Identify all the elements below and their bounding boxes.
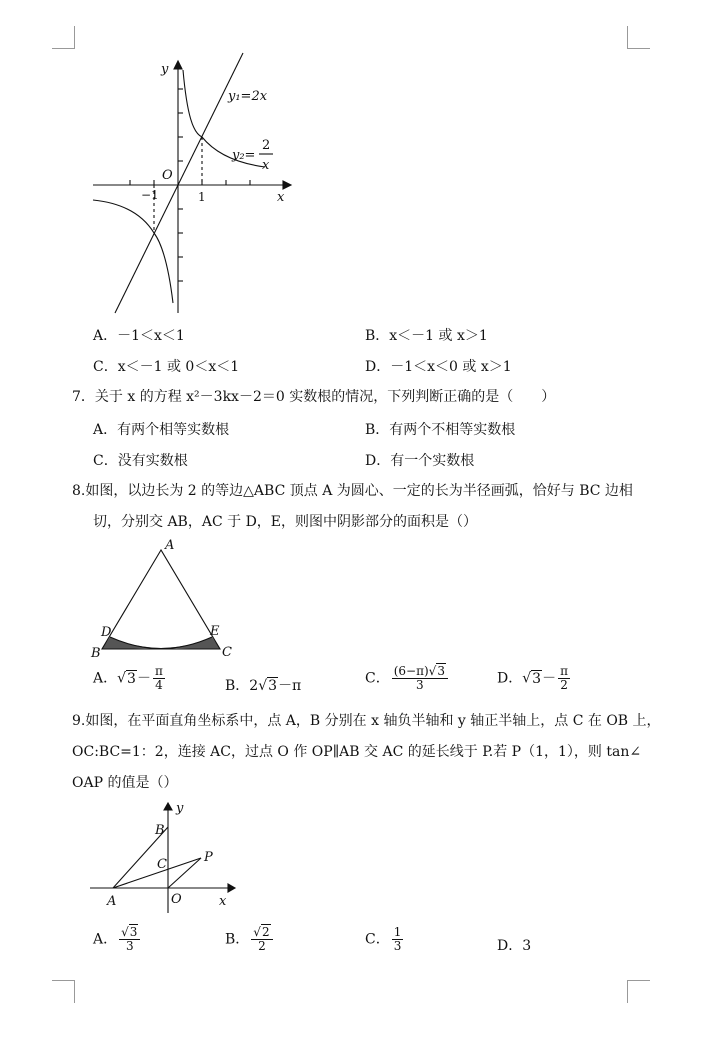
line-y1 (115, 53, 243, 313)
q8-c-den: 3 (416, 678, 424, 692)
label-b: B (91, 646, 101, 660)
q9-option-c[interactable] (365, 926, 405, 953)
q7-option-c[interactable]: C．没有实数根 (93, 453, 188, 469)
q8-c-num-pre: (6−π) (393, 664, 429, 678)
q9-option-a[interactable] (93, 926, 142, 953)
q8-d-label: D． (497, 670, 523, 687)
q8-a-num: π (154, 664, 163, 678)
q9-c-label: C． (365, 931, 390, 948)
tick-label-1: 1 (198, 190, 206, 204)
corner-mark-bottom-right (627, 980, 650, 1003)
q9-y-axis-arrow (164, 803, 172, 810)
q8-a-root: 3 (127, 670, 136, 687)
x-axis-label: x (277, 190, 285, 205)
q8-d-minus: － (542, 670, 557, 687)
q7-stem: 7．关于 x 的方程 x²－3kx－2＝0 实数根的情况，下列判断正确的是（ ） (72, 389, 556, 405)
q8-c-num: (6−π)√3 (392, 665, 448, 679)
q8-option-d[interactable]: D．√3－ $\frac{\pi}{2}$ (497, 664, 568, 692)
y-axis-arrow (174, 61, 182, 69)
label-e: E (210, 624, 220, 639)
q8-stem-line2: 切，分别交 AB，AC 于 D，E，则图中阴影部分的面积是（） (93, 514, 478, 530)
q9-c-den: 3 (393, 939, 402, 953)
q8-b-coef: 2 (249, 678, 259, 694)
q9-stem-line3: OAP 的值是（） (72, 775, 178, 791)
q8-a-den: 4 (155, 678, 163, 692)
q9-b-num: √2 (251, 926, 272, 940)
q9-label-c: C (157, 857, 167, 872)
y2-equation-prefix: y₂= (232, 148, 256, 163)
q9-stem-line2: OC:BC=1：2，连接 AC，过点 O 作 OP∥AB 交 AC 的延长线于 P.若 P（1，1），则 tan∠ (72, 744, 642, 760)
q9-b-label: B． (225, 931, 250, 948)
q6-option-c[interactable]: C．x＜－1 或 0＜x＜1 (93, 359, 240, 375)
q6-option-b[interactable]: B．x＜－1 或 x＞1 (365, 328, 488, 344)
q9-b-fraction (251, 926, 272, 953)
label-d: D (101, 625, 112, 640)
q9-option-b[interactable] (225, 926, 275, 953)
q9-label-p: P (204, 850, 213, 865)
origin-label: O (162, 168, 173, 183)
q8-b-root: 3 (268, 678, 278, 694)
y2-denominator: x (262, 158, 270, 173)
y1-equation-label: y₁=2x (228, 89, 268, 104)
q9-a-den: 3 (125, 939, 134, 953)
y-axis-label: y (161, 62, 169, 77)
q8-d-root: 3 (532, 670, 542, 687)
q8-c-fraction (392, 665, 448, 692)
q9-x-axis-arrow (228, 884, 235, 892)
q9-stem-line1: 9.如图，在平面直角坐标系中，点 A，B 分别在 x 轴负半轴和 y 轴正半轴上，点 C 在 OB 上， (72, 713, 661, 729)
q9-label-x: x (219, 894, 227, 909)
q8-a-minus: － (136, 670, 151, 687)
q9-c-fraction (392, 926, 404, 953)
q9-a-fraction (119, 926, 140, 953)
q8-a-label: A． (93, 670, 118, 687)
q9-b-root: 2 (261, 925, 270, 939)
q6-option-d[interactable]: D．－1＜x＜0 或 x＞1 (365, 359, 512, 375)
q9-label-y: y (176, 801, 184, 816)
segment-op (168, 858, 201, 888)
corner-mark-bottom-left (52, 980, 75, 1003)
q7-option-b[interactable]: B．有两个不相等实数根 (365, 422, 516, 438)
triangle-abc (102, 550, 220, 649)
q8-b-rest: －π (278, 678, 302, 694)
q7-option-d[interactable]: D．有一个实数根 (365, 453, 475, 469)
q8-option-c[interactable] (365, 665, 450, 692)
corner-mark-top-left (52, 26, 75, 49)
label-a: A (165, 538, 175, 553)
coordinate-figure (85, 798, 245, 918)
q8-a-fraction (153, 665, 165, 692)
q6-option-a[interactable]: A．－1＜x＜1 (93, 328, 185, 344)
corner-mark-top-right (627, 26, 650, 49)
q8-c-label: C． (365, 670, 390, 687)
q8-d-fraction (558, 665, 570, 692)
q9-label-o: O (171, 892, 182, 907)
function-graph-figure (85, 45, 305, 320)
q8-b-label: B． (225, 678, 250, 694)
q8-option-a[interactable]: A．√3－ $\frac{\pi}{4}$ (93, 664, 163, 692)
q8-c-num-root: 3 (437, 664, 445, 678)
q9-a-root: 3 (129, 925, 138, 939)
q8-d-den: 2 (560, 678, 568, 692)
q8-stem-line1: 8.如图，以边长为 2 的等边△ABC 顶点 A 为圆心、一定的长为半径画弧，恰好与 BC 边相 (72, 483, 633, 499)
q9-b-den: 2 (258, 939, 266, 953)
q9-label-a: A (107, 894, 117, 909)
q9-a-label: A． (93, 931, 118, 948)
y2-numerator: 2 (262, 138, 271, 153)
hyperbola-branch-left (93, 200, 173, 303)
q7-option-a[interactable]: A．有两个相等实数根 (93, 422, 230, 438)
q9-a-num: √3 (119, 926, 140, 940)
triangle-arc-figure (85, 535, 245, 660)
x-axis-arrow (283, 181, 291, 189)
tick-label-neg1: −1 (141, 188, 159, 202)
q9-option-d[interactable]: D．3 (497, 938, 532, 954)
label-c: C (222, 645, 232, 660)
q8-option-b[interactable]: B．2√3－π (225, 678, 302, 694)
q9-label-b: B (155, 823, 165, 838)
q8-d-num: π (560, 664, 568, 678)
q9-c-num: 1 (393, 925, 402, 939)
